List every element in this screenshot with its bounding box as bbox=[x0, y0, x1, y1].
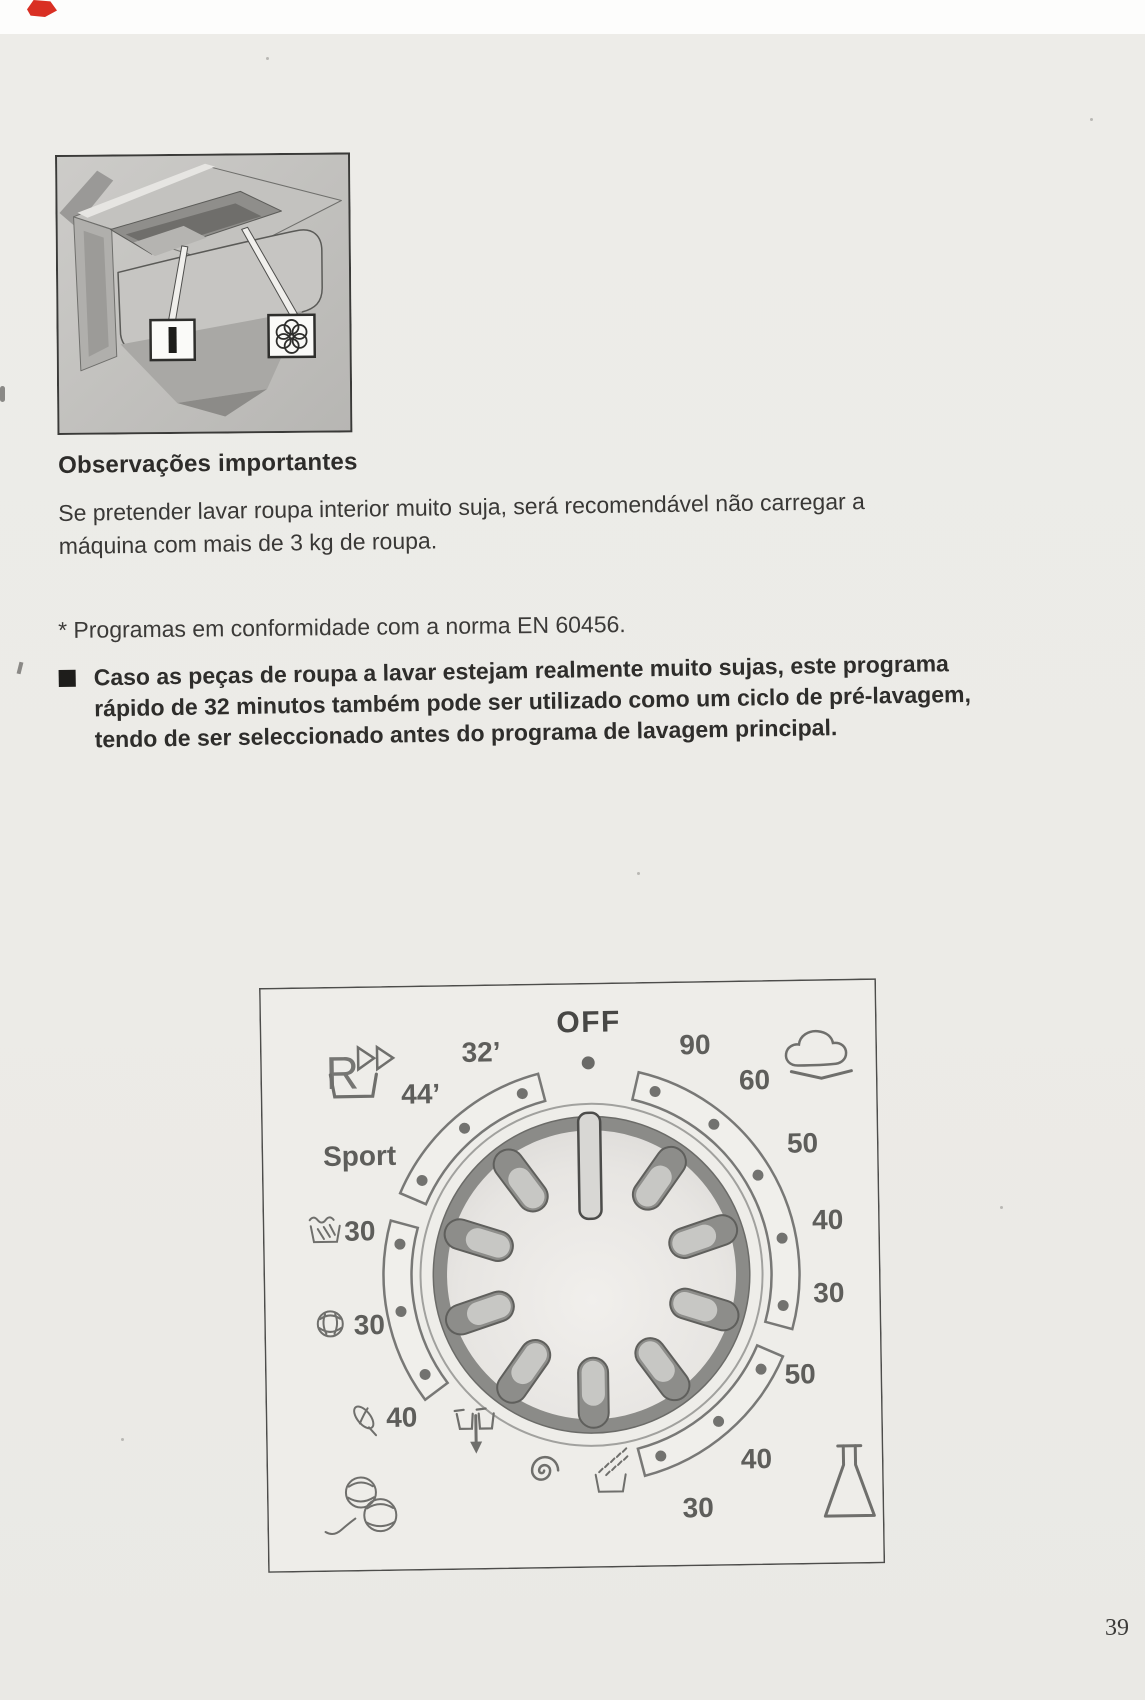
section-heading: Observações importantes bbox=[58, 448, 358, 479]
dial-label-50-rinse: 50 bbox=[784, 1358, 816, 1390]
norm-footnote: * Programas em conformidade com a norma EN 60456. bbox=[58, 611, 626, 643]
svg-text:R: R bbox=[325, 1046, 360, 1099]
paper-speck bbox=[1090, 118, 1093, 121]
dial-label-40: 40 bbox=[811, 1203, 844, 1236]
paragraph-line: Se pretender lavar roupa interior muito suja, será recomendável não carregar a bbox=[58, 488, 866, 526]
bullet-note bbox=[58, 646, 1069, 756]
paper-speck bbox=[637, 872, 640, 875]
dial-label-44min: 44’ bbox=[400, 1078, 441, 1110]
program-dial-diagram bbox=[259, 978, 885, 1578]
paper-speck bbox=[121, 1438, 124, 1441]
dial-label-40-delicate: 40 bbox=[385, 1401, 418, 1434]
bullet-note-text bbox=[93, 648, 971, 756]
bullet-line: tendo de ser seleccionado antes do programa de lavagem principal. bbox=[94, 714, 838, 753]
bullet-line: rápido de 32 minutos também pode ser utilizado como um ciclo de pré-lavagem, bbox=[94, 680, 972, 722]
dial-knob bbox=[418, 1101, 765, 1448]
dial-label-off: OFF bbox=[556, 1005, 622, 1040]
dial-label-30-wool: 30 bbox=[353, 1309, 386, 1341]
paper-speck bbox=[1000, 1206, 1003, 1209]
dial-label-32min: 32’ bbox=[461, 1036, 501, 1068]
dial-label-30: 30 bbox=[813, 1276, 845, 1309]
dial-label-30-rinse: 30 bbox=[682, 1491, 715, 1524]
page-number: 39 bbox=[1105, 1615, 1129, 1641]
stray-mark bbox=[0, 386, 5, 402]
dial-label-60: 60 bbox=[738, 1063, 771, 1096]
paper-speck bbox=[266, 57, 269, 60]
dial-label-40-rinse: 40 bbox=[740, 1443, 773, 1475]
paragraph-line: máquina com mais de 3 kg de roupa. bbox=[58, 527, 438, 559]
dial-label-sport: Sport bbox=[322, 1139, 397, 1173]
bullet-square-icon bbox=[59, 670, 76, 687]
bullet-line: Caso as peças de roupa a lavar estejam realmente muito sujas, este programa bbox=[93, 650, 950, 691]
red-scan-mark bbox=[27, 0, 57, 17]
dial-pointer bbox=[578, 1113, 602, 1219]
dial-label-90: 90 bbox=[679, 1028, 711, 1061]
dial-label-30-hand: 30 bbox=[344, 1215, 376, 1247]
detergent-drawer-illustration bbox=[55, 152, 352, 440]
dial-label-50: 50 bbox=[786, 1127, 819, 1159]
main-wash-bar-icon bbox=[150, 320, 194, 360]
softener-flower-icon bbox=[268, 315, 314, 357]
